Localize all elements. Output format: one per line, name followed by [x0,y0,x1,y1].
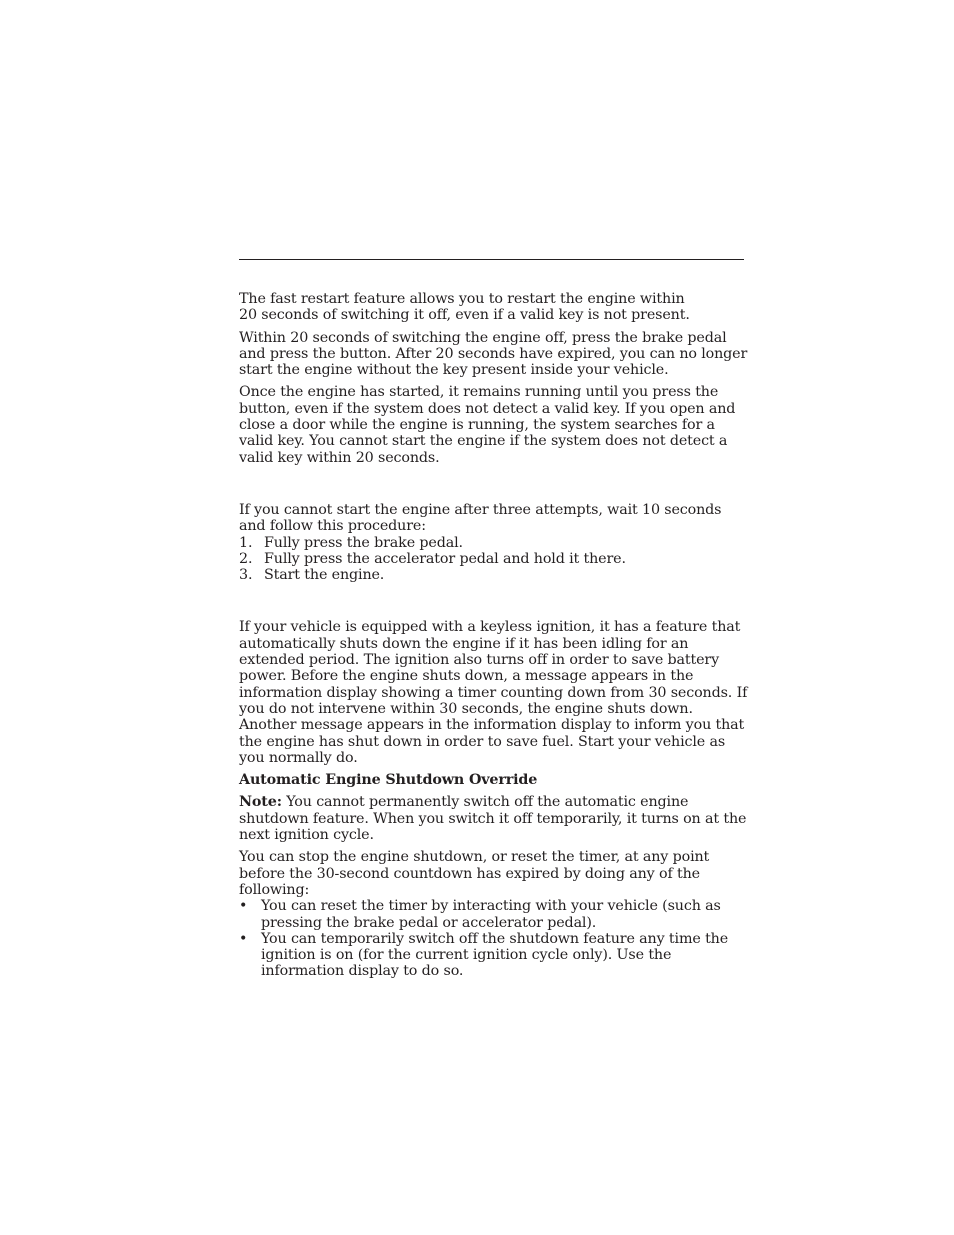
auto-shutdown-paragraph-1: If your vehicle is equipped with a keyless ignition, it has a feature that automatically shuts down the engine if it has been idling for an extended period. The ignition also turns off in order to save battery power. Before the engine shuts down, a message appears in the information display showing a timer counting down from 30 seconds. If you do not intervene within 30 seconds, the engine shuts down. Another message appears in the information display to inform you that the engine has shut down in order to save fuel. Start your vehicle as you normally do. [239,619,748,766]
list-item [239,535,749,551]
auto-shutdown-paragraph-2: You can stop the engine shutdown, or reset the timer, at any point before the 30-second countdown has expired by doing any of the following: [239,849,710,898]
bullet-text: You can temporarily switch off the shutdown feature any time the ignition is on (for the current ignition cycle only). Use the information display to do so. [261,930,729,980]
note-text: You cannot permanently switch off the automatic engine shutdown feature. When you switch it off temporarily, it turns on at the next ignition cycle. [239,794,747,844]
list-item [239,567,749,583]
note-paragraph [239,794,749,843]
step-text: Fully press the accelerator pedal and hold it there. [264,550,626,567]
step-number: 1. [239,534,253,551]
step-number: 2. [239,550,253,567]
fast-restart-line-1: The fast restart feature allows you to restart the engine within [239,291,685,307]
fast-restart-paragraph-2: Within 20 seconds of switching the engine off, press the brake pedal and press the button. After 20 seconds have expired, you can no longer start the engine without the key present inside your vehicle. [239,329,748,379]
note-label: Note: [239,794,282,811]
fast-restart-paragraph-3: Once the engine has started, it remains running until you press the button, even if the system does not detect a valid key. If you open and close a door while the engine is running, the system searches for a valid key. You cannot start the engine if the system does not detect a valid key within 20 seconds. [239,384,736,466]
fast-restart-paragraph-1 [239,291,749,324]
step-text: Start the engine. [264,567,385,584]
bullet-text: You can reset the timer by interacting with your vehicle (such as pressing the brake pedal or accelerator pedal). [261,898,721,931]
header-rule [239,259,744,260]
failure-to-start-steps [239,535,749,584]
list-item [239,551,749,567]
override-heading: Automatic Engine Shutdown Override [239,772,538,789]
override-options-list [239,898,749,979]
failure-to-start-intro: If you cannot start the engine after three attempts, wait 10 seconds and follow this procedure: [239,501,722,535]
step-text: Fully press the brake pedal. [264,534,463,551]
page-body [239,291,749,980]
fast-restart-line-2: 20 seconds of switching it off, even if a valid key is not present. [239,307,690,324]
step-number: 3. [239,567,253,584]
bullet-icon: • [239,930,248,947]
list-item [239,898,749,931]
bullet-icon: • [239,898,248,915]
list-item [239,931,749,980]
